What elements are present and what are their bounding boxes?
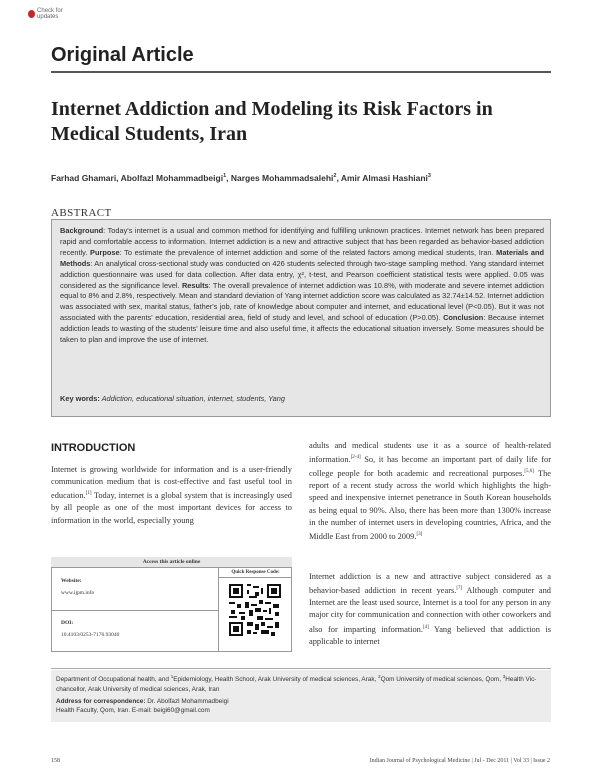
intro-right-paragraph-1: [309, 440, 551, 543]
keywords: [60, 394, 544, 403]
qr-code-icon[interactable]: [229, 584, 281, 636]
badge-label: Check for updates: [37, 8, 63, 20]
abstract-heading: ABSTRACT: [51, 207, 112, 219]
citation[interactable]: [7]: [456, 586, 463, 592]
access-box-divider: [51, 610, 218, 611]
doi-label: DOI:: [61, 620, 74, 626]
methods-text: : An analytical cross-sectional study was conducted on 426 students selected through two-stage sampling method. Yang standard internet addiction questionnaire was used for data collection. After data entry, χ², t-test, and Pearson coefficient statistical tests were applied. 0.05 was considered as the significance level.: [60, 258, 544, 290]
qr-divider: [218, 568, 219, 652]
introduction-heading: INTRODUCTION: [51, 442, 136, 454]
background-text: : Today's internet is a usual and common method for identifying and fulfilling unknown practices. Internet network has been prepared rapid and comfortable access to information. Internet addiction is a new and attractive subject that has been regarded as behavior-based addiction recently.: [60, 226, 544, 257]
citation[interactable]: [4]: [422, 624, 429, 630]
affiliations: [56, 672, 548, 694]
intro-right-text-5: Although computer and Internet are the least used source, Internet is a tool for any person in any major city for communication and connection with other coworkers and also for imparting information.: [309, 586, 551, 634]
purpose-text: : To estimate the prevalence of internet addiction and some of the related factors among medical students, Iran.: [119, 247, 497, 257]
conclusion-label: Conclusion: [443, 313, 484, 323]
correspondence-label: Address for correspondence:: [56, 698, 146, 705]
author-list: [51, 173, 571, 183]
affil-text-4: Health Vic-chancellor, Arak University of medical sciences, Arak, Iran: [56, 676, 537, 693]
update-icon: [28, 10, 35, 18]
affil-sup-3: 3: [502, 674, 506, 679]
intro-left-paragraph: [51, 464, 292, 527]
affil-text-3: Qom University of medical sciences, Qom,: [380, 676, 503, 684]
footnote-rule: [51, 668, 551, 669]
page-number: 158: [51, 758, 60, 764]
keywords-text: Addiction, educational situation, internet, students, Yang: [99, 394, 286, 403]
citation[interactable]: [5,6]: [524, 469, 534, 475]
affil-sup-2: 2: [378, 674, 381, 679]
affil-sup-1: 1: [170, 674, 174, 679]
purpose-label: Purpose: [90, 247, 120, 257]
intro-right-text-6: Yang believed that addiction is applicable to internet: [309, 624, 551, 646]
intro-right-text-2: So, it has become an important part of daily life for college people for both academic and recreational purposes.: [309, 455, 551, 478]
journal-footer: Indian Journal of Psychological Medicine | Jul - Dec 2011 | Vol 33 | Issue 2: [369, 758, 550, 764]
author-3-affil: 3: [427, 173, 431, 180]
methods-label: Materials and Methods: [60, 247, 544, 268]
author-3: , Amir Almasi Hashiani: [336, 173, 428, 183]
affil-text-2: Epidemiology, Health School, Arak University of medical sciences, Arak,: [173, 676, 379, 684]
intro-left-text-2: Today, internet is a global system that is increasingly used by all people as one of the most important devices for access to information in the world, especially young: [51, 491, 292, 525]
qr-label: Quick Response Code:: [218, 568, 292, 578]
author-1-affil: 1: [223, 173, 227, 180]
intro-right-text-4: Internet addiction is a new and attractive subject considered as a behavior-based addiction in recent years.: [309, 572, 551, 595]
title-line-1: Internet Addiction and Modeling its Risk Factors in: [51, 98, 493, 120]
intro-right-text-1: adults and medical students use it as a source of health-related information.: [309, 441, 551, 464]
author-2: , Narges Mohammadsalehi: [226, 173, 334, 183]
doi-link[interactable]: 10.4103/0253-7176.93040: [61, 632, 120, 638]
access-box-header: Access this article online: [51, 557, 292, 568]
author-2-affil: 2: [333, 173, 337, 180]
title-line-2: Medical Students, Iran: [51, 123, 248, 145]
results-label: Results: [181, 280, 209, 290]
citation[interactable]: [2-4]: [350, 455, 361, 461]
article-type: Original Article: [51, 44, 194, 66]
keywords-label: Key words:: [60, 394, 100, 403]
intro-right-text-3: The report of a recent study across the world which highlights the high-speed and inexpensive internet penetrance in South Korean households as being equal to 90%. Also, there has been more than 1300% increase in the number of internet users in developing countries, Africa, and the Middle East from 2000 to 2009.: [309, 469, 551, 541]
abstract-body: [60, 226, 544, 346]
intro-left-text-1: Internet is growing worldwide for information and is a user-friendly communication medium that is cost-effective and fast useful tool in education.: [51, 465, 292, 501]
website-label: Website:: [61, 578, 82, 584]
article-title: [51, 97, 561, 147]
background-label: Background: [60, 226, 104, 235]
author-1: Farhad Ghamari, Abolfazl Mohammadbeigi: [51, 173, 224, 183]
header-rule: [51, 71, 551, 73]
citation[interactable]: [1]: [85, 491, 92, 497]
citation[interactable]: [3]: [416, 532, 423, 538]
conclusion-text: : Because internet addiction leads to wasting of the students' leisure time and also useful time, it affects the educational situation inversely. Some measures should be taken to plan and improve the use of internet.: [60, 313, 544, 345]
intro-right-paragraph-2: [309, 571, 551, 648]
check-for-updates-badge[interactable]: [28, 8, 80, 20]
results-text: : The overall prevalence of internet addiction was 10.8%, with moderate and severe internet addiction equal to 8% and 2.8%, respectively. Mean and standard deviation of Yang internet addiction score was calculated as 32.74±14.52. Internet addiction was associated with sex, marital status, father's job, rate of knowledge about computer and internet, and educational level (P<0.05). But it was not associated with the parents' education, residential area, field of study and level, and school of education (P>0.05).: [60, 280, 544, 323]
correspondence-address: Health Faculty, Qom, Iran. E-mail: beigi60@gmail.com: [56, 707, 210, 714]
affil-text-1: Department of Occupational health, and: [56, 676, 171, 684]
correspondence-name: Dr. Abolfazl Mohammadbeigi: [145, 698, 229, 705]
website-link[interactable]: www.ijpm.info: [61, 590, 95, 596]
